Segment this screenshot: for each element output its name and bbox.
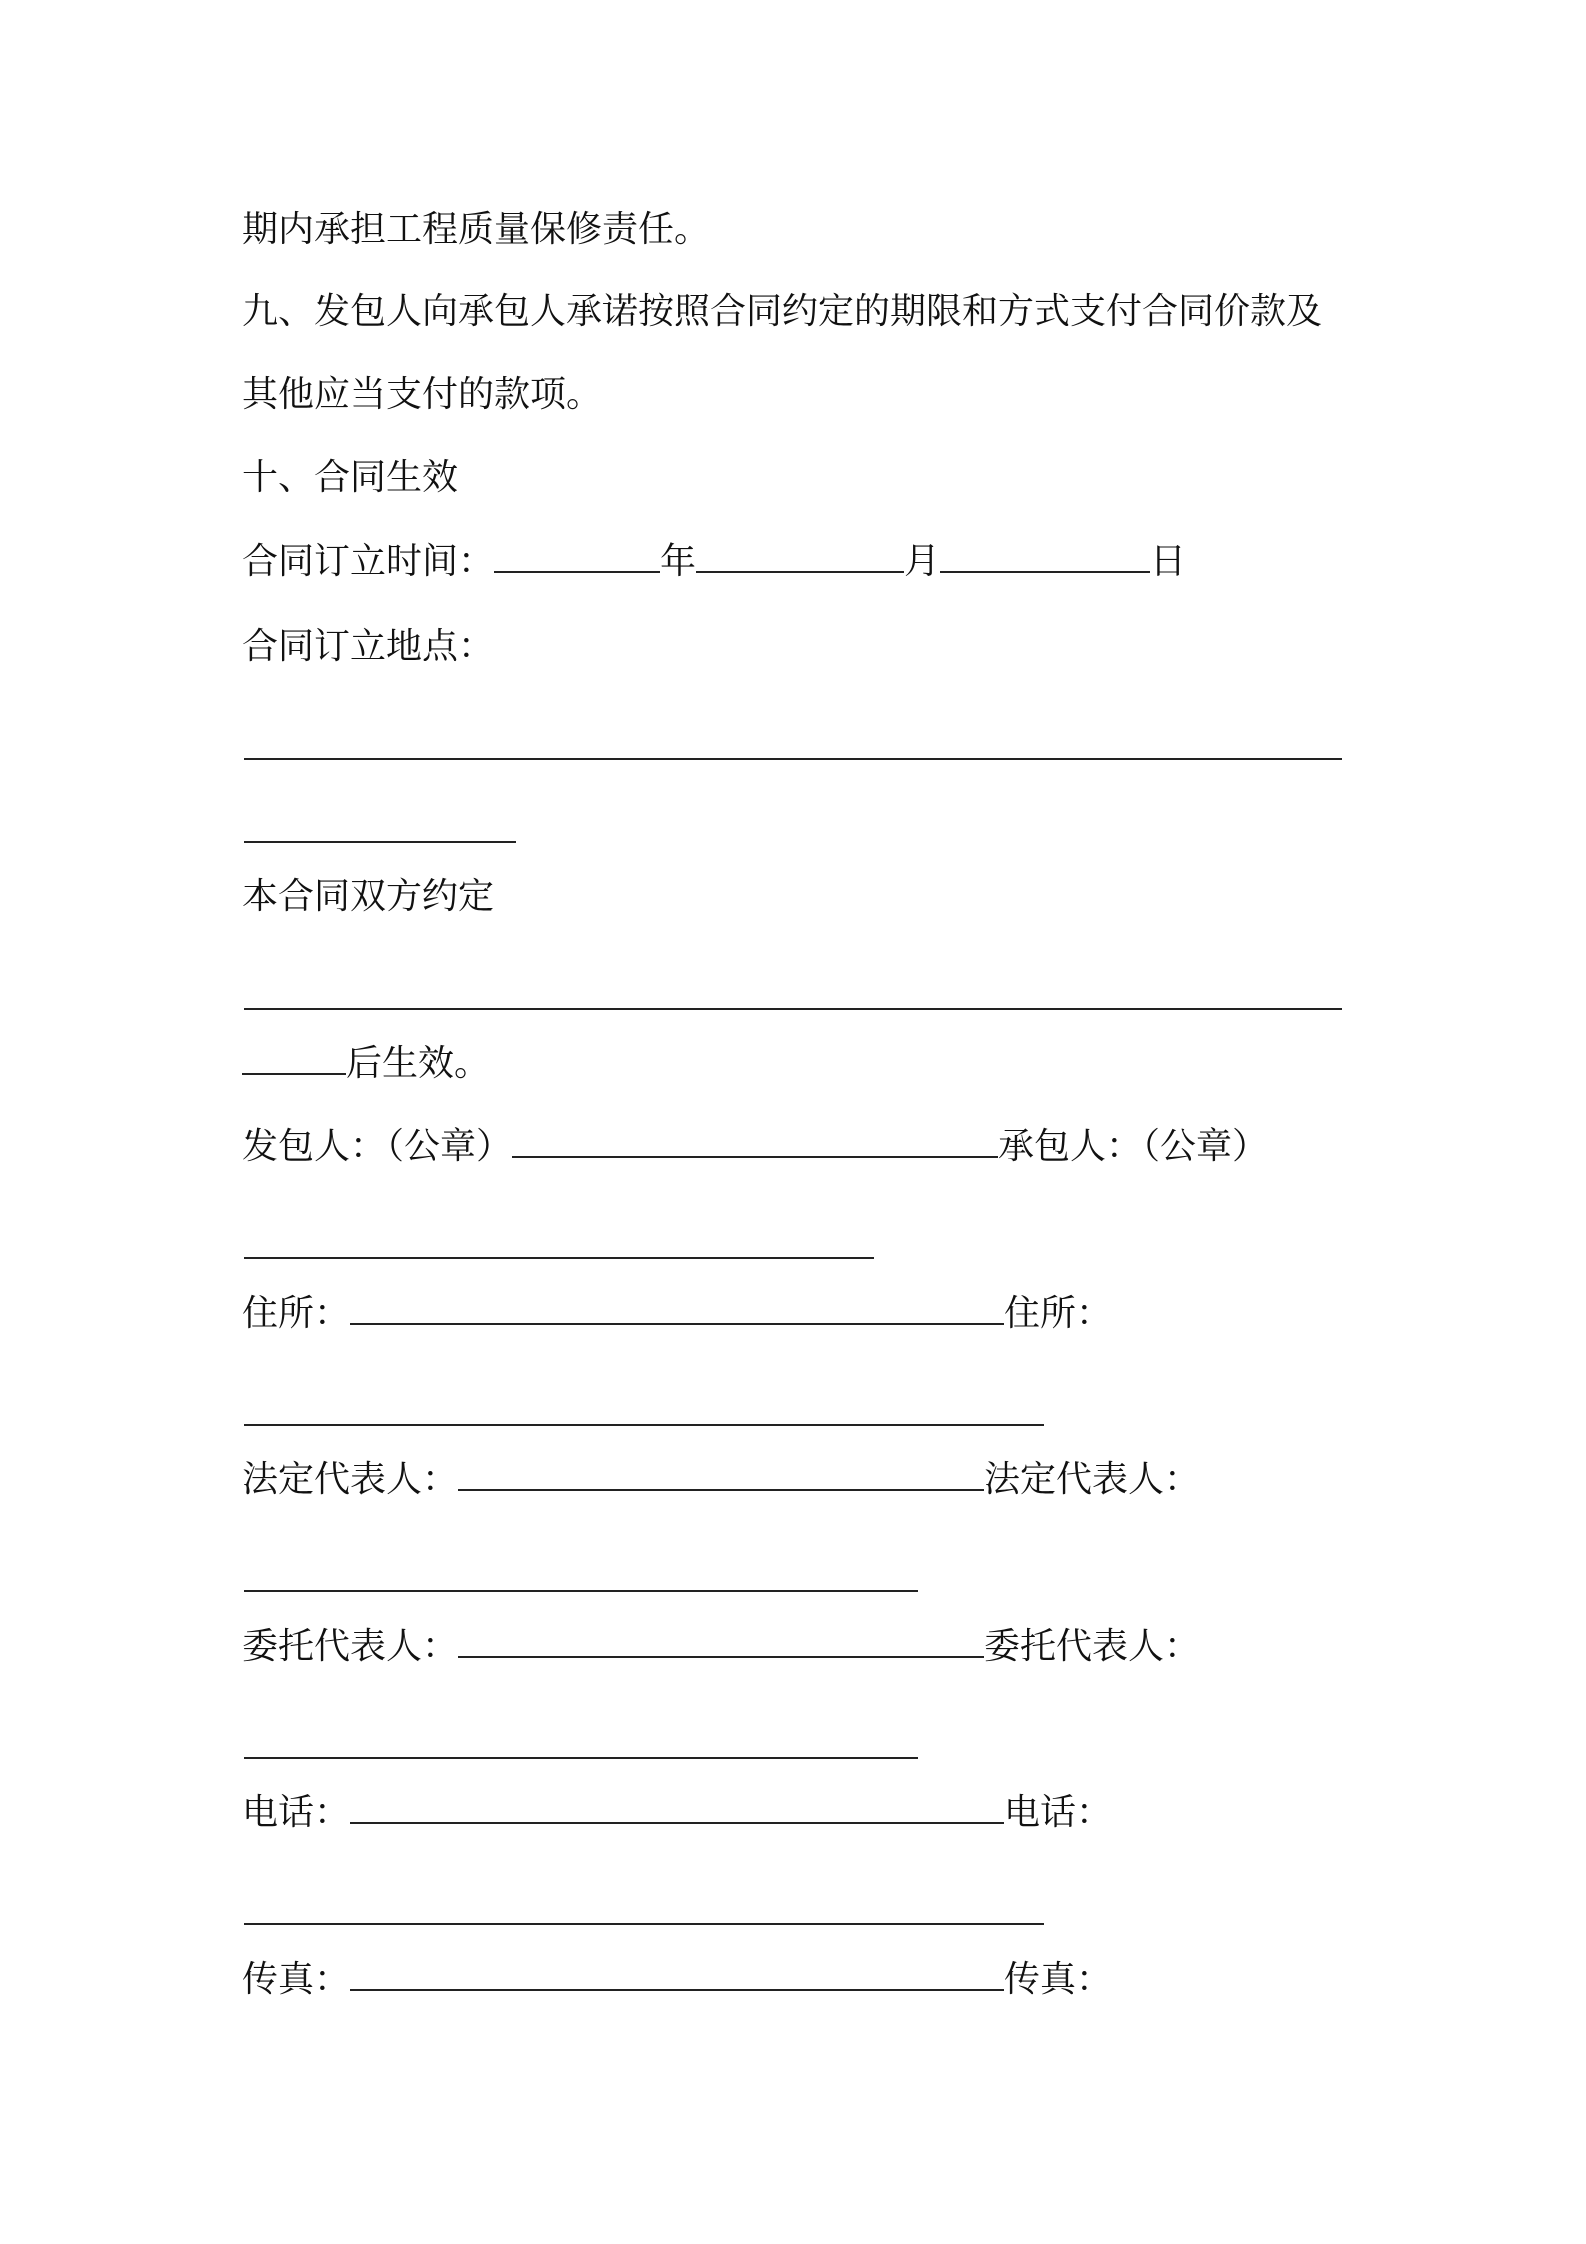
agreement-label: 本合同双方约定 bbox=[242, 876, 495, 917]
month-blank[interactable] bbox=[696, 541, 904, 573]
sign-time-row bbox=[242, 540, 1186, 584]
employer-seal-label: 发包人：（公章） bbox=[242, 1126, 513, 1167]
sign-place-label: 合同订立地点： bbox=[242, 626, 495, 667]
employer-agent-label: 委托代表人： bbox=[242, 1626, 459, 1667]
employer-legal-rep-blank[interactable] bbox=[458, 1459, 984, 1491]
sign-time-label: 合同订立时间： bbox=[242, 541, 495, 582]
day-label: 日 bbox=[1150, 541, 1187, 582]
employer-seal-blank[interactable] bbox=[512, 1126, 998, 1158]
agreement-blank-line-2[interactable] bbox=[242, 1043, 346, 1075]
contractor-agent-blank[interactable] bbox=[244, 1757, 918, 1759]
address-row bbox=[242, 1292, 1112, 1336]
agreement-effective-row bbox=[242, 1042, 490, 1086]
employer-fax-label: 传真： bbox=[242, 1959, 351, 2000]
sign-place-blank-line-1[interactable] bbox=[244, 758, 1342, 760]
sign-place-blank-line-2[interactable] bbox=[244, 841, 516, 843]
agent-row bbox=[242, 1625, 1200, 1669]
employer-address-blank[interactable] bbox=[350, 1293, 1004, 1325]
contractor-seal-label: 承包人：（公章） bbox=[998, 1126, 1269, 1167]
employer-fax-blank[interactable] bbox=[350, 1959, 1004, 1991]
section-heading-contract-effective: 十、合同生效 bbox=[242, 457, 459, 498]
employer-address-label: 住所： bbox=[242, 1293, 351, 1334]
employer-legal-rep-label: 法定代表人： bbox=[242, 1459, 459, 1500]
contractor-legal-rep-blank[interactable] bbox=[244, 1590, 918, 1592]
month-label: 月 bbox=[904, 541, 941, 582]
year-blank[interactable] bbox=[494, 541, 660, 573]
contractor-legal-rep-label: 法定代表人： bbox=[984, 1459, 1201, 1500]
legal-rep-row bbox=[242, 1458, 1200, 1502]
employer-agent-blank[interactable] bbox=[458, 1626, 984, 1658]
seal-row bbox=[242, 1125, 1268, 1169]
contractor-address-blank[interactable] bbox=[244, 1424, 1044, 1426]
contractor-phone-blank[interactable] bbox=[244, 1923, 1044, 1925]
paragraph-clause-9-cont: 其他应当支付的款项。 bbox=[242, 374, 603, 415]
contractor-agent-label: 委托代表人： bbox=[984, 1626, 1201, 1667]
contractor-fax-label: 传真： bbox=[1004, 1959, 1113, 2000]
fax-row bbox=[242, 1958, 1112, 2002]
year-label: 年 bbox=[660, 541, 697, 582]
contractor-phone-label: 电话： bbox=[1004, 1792, 1113, 1833]
agreement-suffix: 后生效。 bbox=[346, 1043, 491, 1084]
paragraph-warranty-end: 期内承担工程质量保修责任。 bbox=[242, 209, 711, 250]
agreement-blank-line-1[interactable] bbox=[244, 1008, 1342, 1010]
day-blank[interactable] bbox=[940, 541, 1150, 573]
contractor-address-label: 住所： bbox=[1004, 1293, 1113, 1334]
employer-phone-label: 电话： bbox=[242, 1792, 351, 1833]
paragraph-clause-9: 九、发包人向承包人承诺按照合同约定的期限和方式支付合同价款及 bbox=[242, 291, 1323, 332]
contractor-seal-blank[interactable] bbox=[244, 1257, 874, 1259]
employer-phone-blank[interactable] bbox=[350, 1792, 1004, 1824]
phone-row bbox=[242, 1791, 1112, 1835]
